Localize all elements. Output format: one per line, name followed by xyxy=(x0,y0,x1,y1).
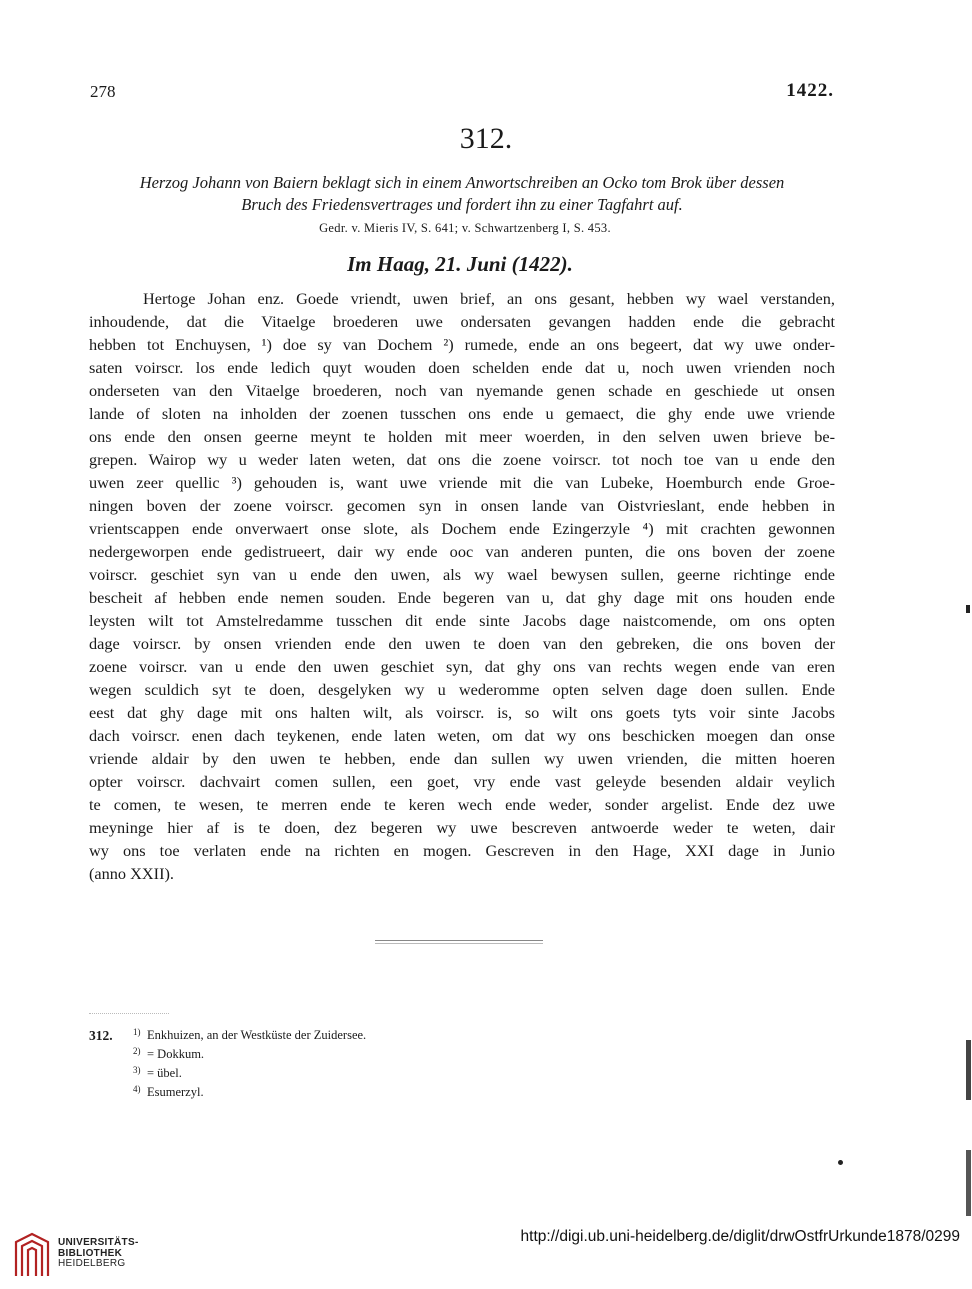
source-citation: Gedr. v. Mieris IV, S. 641; v. Schwartzenberg I, S. 453. xyxy=(319,221,611,235)
footnote-document-ref: 312. xyxy=(89,1028,113,1043)
text-line: meyninge hier af is te doen, dez begeren wy uwe bescreven antwoerde weder te weten, dair xyxy=(89,818,835,837)
permalink-url[interactable]: http://digi.ub.uni-heidelberg.de/diglit/drwOstfrUrkunde1878/0299 xyxy=(520,1228,960,1245)
text-line: dage voirscr. by onsen vrienden ende den uwen te doen van den gebreken, die ons boven der xyxy=(89,634,835,653)
scan-edge-mark xyxy=(838,1160,843,1165)
text-line: onderseten van den Vitaelge broederen, noch van nyemande genen schade en geschiede ut onsen xyxy=(89,381,835,400)
text-line: wy ons toe verlaten ende na richten en mogen. Gescreven in den Hage, XXI dage in Junio xyxy=(89,841,835,860)
text-line: lande of sloten na inholden der zoenen tusschen ons ende u gemaect, die ghy ende uwe vriende xyxy=(89,404,835,423)
year-header: 1422. xyxy=(786,80,834,101)
body-text xyxy=(89,287,835,885)
text-line: leysten wilt tot Amstelredamme tusschen dit ende sinte Jacobs dage naistcomende, om ons opten xyxy=(89,611,835,630)
footnote-mark: 1) xyxy=(133,1027,141,1037)
text-line: nedergeworpen ende gedistrueert, dair wy ende ooc van anderen punten, die ons boven der zoene xyxy=(89,542,835,561)
text-line: te comen, te wesen, te merren ende te keren wech ende weder, sonder argelist. Ende dez uwe xyxy=(89,795,835,814)
text-line: ningen boven der zoene voirscr. gecomen syn in onsen lande van Oistvrieslant, ende hebben in xyxy=(89,496,835,515)
text-line: inhoudende, dat die Vitaelge broederen uwe ondersaten gevangen hadden ende die gebracht xyxy=(89,312,835,331)
footnote-mark: 3) xyxy=(133,1065,141,1075)
footnote-mark: 2) xyxy=(133,1046,141,1056)
text-line: Hertoge Johan enz. Goede vriendt, uwen brief, an ons gesant, hebben wy wael verstanden, xyxy=(143,289,835,308)
text-line: grepen. Wairop wy u weder laten weten, dat ons die zoene voirscr. tot noch toe van u ende den xyxy=(89,450,835,469)
scan-edge-mark xyxy=(966,605,970,613)
library-emblem-icon xyxy=(12,1232,52,1278)
text-line: saten voirscr. los ende ledich quyt wouden doen schelden ende dat u, noch uwen vrienden noch xyxy=(89,358,835,377)
page-number: 278 xyxy=(90,82,116,101)
footnote-rule xyxy=(89,1013,169,1014)
institution-line: BIBLIOTHEK xyxy=(58,1247,123,1259)
text-line: vrientscappen ende onverwaert onse slote, als Dochem ende Ezingerzyle ⁴) mit crachten gewonnen xyxy=(89,519,835,538)
footnote-mark: 4) xyxy=(133,1084,141,1094)
text-line: zoene voirscr. van u ende den uwen geschiet syn, dat ghy ons van rechts wegen ende van eren xyxy=(89,657,835,676)
text-line: dach voirscr. enen dach teykenen, ende laten weten, om dat wy ons beschicken moegen dan onse xyxy=(89,726,835,745)
place-date: Im Haag, 21. Juni (1422). xyxy=(347,252,573,276)
footnote-text: = übel. xyxy=(147,1066,182,1080)
footnote-text: = Dokkum. xyxy=(147,1047,205,1061)
text-line: (anno XXII). xyxy=(89,864,174,883)
section-separator xyxy=(375,943,543,944)
section-separator xyxy=(375,940,543,941)
document-number: 312. xyxy=(459,122,513,155)
text-line: wegen sculdich syt te doen, desgelyken wy u wederomme opten selven dage doen sullen. Ende xyxy=(89,680,835,699)
heading-line: Herzog Johann von Baiern beklagt sich in einem Anwortschreiben an Ocko tom Brok über dessen xyxy=(139,173,785,192)
institution-line: UNIVERSITÄTS- xyxy=(58,1237,139,1248)
text-line: bescheit af hebben ende nemen souden. Ende begeren van u, dat ghy dage mit ons houden ende xyxy=(89,588,835,607)
footnote-text: Enkhuizen, an der Westküste der Zuidersee. xyxy=(147,1028,367,1042)
document-heading xyxy=(88,172,836,216)
university-library-logo[interactable] xyxy=(12,1232,52,1278)
text-line: opter voirscr. dachvairt comen sullen, een goet, vry ende vast geleyde besenden aldair veylich xyxy=(89,772,835,791)
footnote-text: Esumerzyl. xyxy=(147,1085,204,1099)
text-line: voirscr. geschiet syn van u ende den uwen, als wy wael bewysen sullen, geerne richtinge ende xyxy=(89,565,835,584)
university-library-name[interactable] xyxy=(58,1238,139,1270)
institution-line: HEIDELBERG xyxy=(58,1258,126,1269)
text-line: hebben tot Enchuysen, ¹) doe sy van Dochem ²) rumede, ende an ons begeert, dat wy uwe onder- xyxy=(89,335,835,354)
footer xyxy=(0,1216,972,1289)
scan-edge-mark xyxy=(966,1040,971,1100)
text-line: eest dat ghy dage mit ons halten wilt, als voirscr. is, so wilt ons goets tyts voir sinte Jacobs xyxy=(89,703,835,722)
text-line: uwen zeer quellic ³) gehouden is, want uwe vriende mit die van Lubeke, Hoemburch ende Groe- xyxy=(89,473,835,492)
scan-edge-mark xyxy=(966,1150,971,1220)
text-line: ons ende den onsen geerne meynt te holden mit meer woerden, in den selven uwen brieve be- xyxy=(89,427,835,446)
text-line: vriende aldair by den uwen te hebben, ende dan sullen wy uwen vrienden, die mitten hoeren xyxy=(89,749,835,768)
heading-line: Bruch des Friedensvertrages und fordert ihn zu einer Tagfahrt auf. xyxy=(241,195,683,214)
